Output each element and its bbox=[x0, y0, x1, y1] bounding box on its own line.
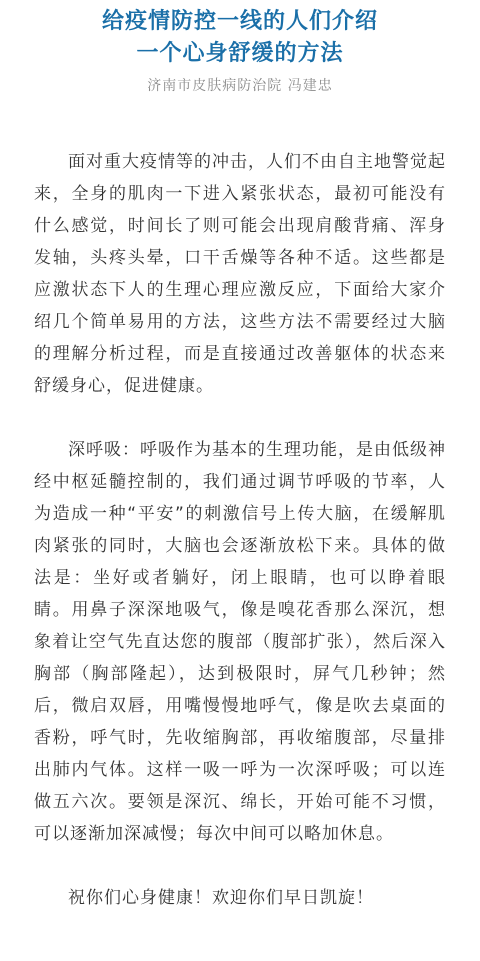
article-header bbox=[0, 0, 480, 96]
paragraph-intro: 面对重大疫情等的冲击，人们不由自主地警觉起来，全身的肌肉一下进入紧张状态，最初可能没有什么感觉，时间长了则可能会出现肩酸背痛、浑身发轴，头疼头晕，口干舌燥等各种不适。这些都是应激状态下人的生理心理应激反应，下面给大家介绍几个简单易用的方法，这些方法不需要经过大脑的理解分析过程，而是直接通过改善躯体的状态来舒缓身心，促进健康。 bbox=[34, 152, 446, 396]
paragraph-closing-wish: 祝你们心身健康！欢迎你们早日凯旋！ bbox=[68, 888, 374, 908]
article-body bbox=[0, 146, 480, 914]
paragraph-deep-breathing: 深呼吸：呼吸作为基本的生理功能，是由低级神经中枢延髓控制的，我们通过调节呼吸的节率，人为造成一种“平安”的刺激信号上传大脑，在缓解肌肉紧张的同时，大脑也会逐渐放松下来。具体的做法是：坐好或者躺好，闭上眼睛，也可以睁着眼睛。用鼻子深深地吸气，像是嗅花香那么深沉，想象着让空气先直达您的腹部（腹部扩张），然后深入胸部（胸部隆起），达到极限时，屏气几秒钟；然后，微启双唇，用嘴慢慢地呼气，像是吹去桌面的香粉，呼气时，先收缩胸部，再收缩腹部，尽量排出肺内气体。这样一吸一呼为一次深呼吸；可以连做五六次。要领是深沉、绵长，开始可能不习惯，可以逐渐加深减慢；每次中间可以略加休息。 bbox=[34, 440, 446, 844]
author-byline: 济南市皮肤病防治院 冯建忠 bbox=[147, 78, 333, 94]
article-title-line-2: 一个心身舒缓的方法 bbox=[136, 41, 344, 66]
article-title-line-1: 给疫情防控一线的人们介绍 bbox=[101, 9, 378, 34]
